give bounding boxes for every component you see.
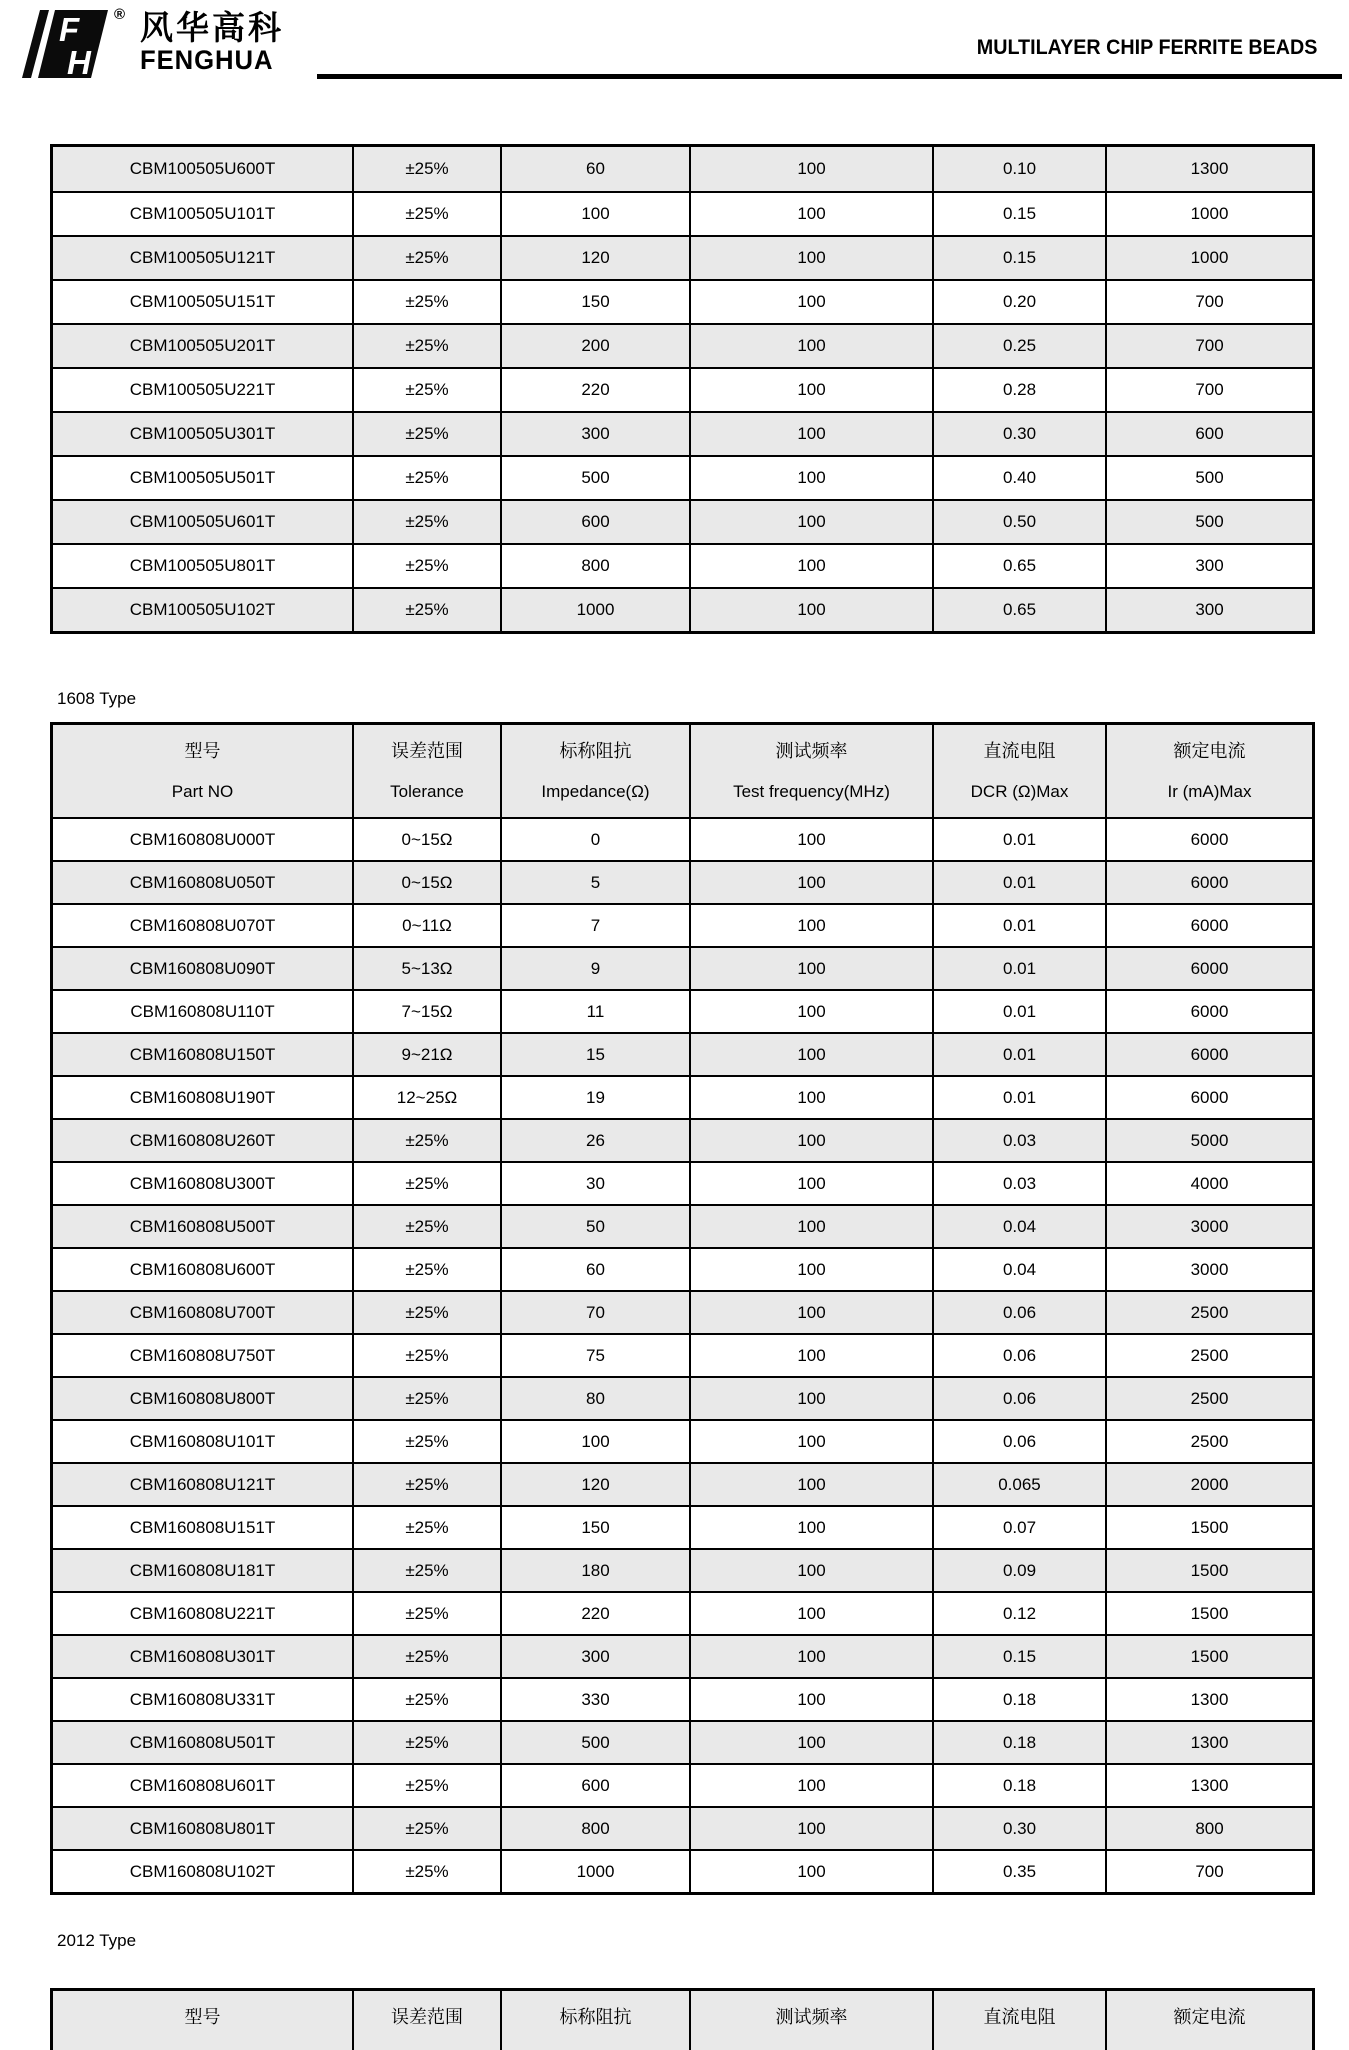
- column-header-cn: 额定电流: [1173, 2007, 1246, 2027]
- tolerance-cell: ±25%: [354, 589, 502, 631]
- part-no-cell: CBM100505U501T: [53, 457, 354, 499]
- column-header: [354, 1991, 502, 2050]
- part-no-cell: CBM160808U801T: [53, 1808, 354, 1849]
- table-row: [53, 989, 1312, 1032]
- tolerance-cell: ±25%: [354, 1292, 502, 1333]
- dcr-cell: 0.06: [934, 1335, 1107, 1376]
- table-row: [53, 1763, 1312, 1806]
- table-row: [53, 499, 1312, 543]
- test-frequency-cell: 100: [691, 1249, 934, 1290]
- table-row: [53, 455, 1312, 499]
- test-frequency-cell: 100: [691, 1679, 934, 1720]
- table-row: [53, 279, 1312, 323]
- rated-current-cell: 6000: [1190, 829, 1229, 849]
- impedance-cell: 60: [502, 1249, 691, 1290]
- dcr-cell: 0.65: [934, 545, 1107, 587]
- dcr-cell: 0.18: [934, 1765, 1107, 1806]
- impedance-cell: 200: [502, 325, 691, 367]
- rated-current-cell: 6000: [1190, 1044, 1229, 1064]
- part-no-cell: CBM160808U221T: [53, 1593, 354, 1634]
- part-no-cell: CBM160808U101T: [53, 1421, 354, 1462]
- table-row: [53, 1290, 1312, 1333]
- table-row: [53, 860, 1312, 903]
- column-header-cn: 误差范围: [391, 741, 463, 761]
- dcr-cell: 0.03: [934, 1163, 1107, 1204]
- test-frequency-cell: 100: [691, 819, 934, 860]
- impedance-cell: 9: [502, 948, 691, 989]
- part-no-cell: CBM160808U600T: [53, 1249, 354, 1290]
- impedance-cell: 7: [502, 905, 691, 946]
- dcr-cell: 0.04: [934, 1249, 1107, 1290]
- impedance-cell: 600: [502, 1765, 691, 1806]
- impedance-cell: 15: [502, 1034, 691, 1075]
- test-frequency-cell: 100: [691, 1550, 934, 1591]
- part-no-cell: CBM160808U110T: [53, 991, 354, 1032]
- tolerance-cell: ±25%: [354, 147, 502, 191]
- impedance-cell: 180: [502, 1550, 691, 1591]
- part-no-cell: CBM100505U600T: [53, 147, 354, 191]
- table-row: [53, 191, 1312, 235]
- brand-text: [140, 8, 284, 74]
- impedance-cell: 5: [502, 862, 691, 903]
- table-row: [53, 1376, 1312, 1419]
- rated-current-cell: 1300: [1190, 159, 1229, 178]
- tolerance-cell: ±25%: [354, 1679, 502, 1720]
- dcr-cell: 0.01: [934, 1077, 1107, 1118]
- table-row: [53, 1548, 1312, 1591]
- header-rule: [317, 74, 1342, 79]
- tolerance-cell: ±25%: [354, 1464, 502, 1505]
- tolerance-cell: ±25%: [354, 281, 502, 323]
- dcr-cell: 0.01: [934, 991, 1107, 1032]
- column-header-cn: 直流电阻: [983, 2007, 1056, 2027]
- fenghua-logo-mark-icon: [18, 8, 110, 78]
- table-row: [53, 1849, 1312, 1892]
- table-row: [53, 1806, 1312, 1849]
- rated-current-cell: 300: [1195, 600, 1224, 619]
- dcr-cell: 0.18: [934, 1722, 1107, 1763]
- rated-current-cell: 1500: [1190, 1603, 1229, 1623]
- tolerance-cell: ±25%: [354, 1335, 502, 1376]
- tolerance-cell: ±25%: [354, 237, 502, 279]
- column-header: [1107, 1991, 1312, 2050]
- type-label-2012: 2012 Type: [57, 1931, 137, 1950]
- rated-current-cell: 1500: [1190, 1517, 1229, 1537]
- part-no-cell: CBM160808U181T: [53, 1550, 354, 1591]
- test-frequency-cell: 100: [691, 1593, 934, 1634]
- impedance-cell: 500: [502, 457, 691, 499]
- registered-trademark-symbol: ®: [114, 6, 126, 23]
- part-no-cell: CBM160808U150T: [53, 1034, 354, 1075]
- dcr-cell: 0.15: [934, 193, 1107, 235]
- tolerance-cell: ±25%: [354, 369, 502, 411]
- parts-table-160808: [50, 722, 1315, 1895]
- table-row: [53, 235, 1312, 279]
- column-header-cn: 标称阻抗: [559, 2007, 632, 2027]
- test-frequency-cell: 100: [691, 501, 934, 543]
- part-no-cell: CBM160808U070T: [53, 905, 354, 946]
- column-header-en: Tolerance: [390, 782, 464, 801]
- rated-current-cell: 5000: [1190, 1130, 1229, 1150]
- test-frequency-cell: 100: [691, 1077, 934, 1118]
- impedance-cell: 70: [502, 1292, 691, 1333]
- tolerance-cell: ±25%: [354, 413, 502, 455]
- test-frequency-cell: 100: [691, 457, 934, 499]
- table-row: [53, 411, 1312, 455]
- impedance-cell: 75: [502, 1335, 691, 1376]
- test-frequency-cell: 100: [691, 325, 934, 367]
- column-header-en: Test frequency(MHz): [733, 782, 890, 801]
- part-no-cell: CBM160808U102T: [53, 1851, 354, 1892]
- impedance-cell: 1000: [502, 589, 691, 631]
- dcr-cell: 0.07: [934, 1507, 1107, 1548]
- column-header-cn: 型号: [184, 741, 221, 761]
- tolerance-cell: ±25%: [354, 1249, 502, 1290]
- tolerance-cell: ±25%: [354, 1765, 502, 1806]
- rated-current-cell: 2500: [1190, 1345, 1229, 1365]
- impedance-cell: 220: [502, 369, 691, 411]
- part-no-cell: CBM100505U201T: [53, 325, 354, 367]
- table-row: [53, 1204, 1312, 1247]
- rated-current-cell: 800: [1195, 1818, 1224, 1838]
- impedance-cell: 300: [502, 413, 691, 455]
- dcr-cell: 0.12: [934, 1593, 1107, 1634]
- impedance-cell: 150: [502, 281, 691, 323]
- type-label-1608: 1608 Type: [57, 689, 137, 708]
- dcr-cell: 0.40: [934, 457, 1107, 499]
- rated-current-cell: 700: [1195, 292, 1224, 311]
- impedance-cell: 330: [502, 1679, 691, 1720]
- column-header: [354, 725, 502, 817]
- impedance-cell: 800: [502, 1808, 691, 1849]
- part-no-cell: CBM100505U601T: [53, 501, 354, 543]
- impedance-cell: 0: [502, 819, 691, 860]
- table-row: [53, 817, 1312, 860]
- tolerance-cell: 5~13Ω: [354, 948, 502, 989]
- test-frequency-cell: 100: [691, 545, 934, 587]
- impedance-cell: 26: [502, 1120, 691, 1161]
- dcr-cell: 0.30: [934, 413, 1107, 455]
- test-frequency-cell: 100: [691, 1808, 934, 1849]
- tolerance-cell: 7~15Ω: [354, 991, 502, 1032]
- impedance-cell: 11: [502, 991, 691, 1032]
- part-no-cell: CBM160808U300T: [53, 1163, 354, 1204]
- rated-current-cell: 3000: [1190, 1259, 1229, 1279]
- test-frequency-cell: 100: [691, 1421, 934, 1462]
- table-row: [53, 147, 1312, 191]
- dcr-cell: 0.065: [934, 1464, 1107, 1505]
- dcr-cell: 0.15: [934, 237, 1107, 279]
- impedance-cell: 300: [502, 1636, 691, 1677]
- table-header-row: [53, 1991, 1312, 2050]
- table-row: [53, 1677, 1312, 1720]
- part-no-cell: CBM100505U151T: [53, 281, 354, 323]
- dcr-cell: 0.10: [934, 147, 1107, 191]
- dcr-cell: 0.01: [934, 948, 1107, 989]
- part-no-cell: CBM100505U101T: [53, 193, 354, 235]
- impedance-cell: 60: [502, 147, 691, 191]
- impedance-cell: 500: [502, 1722, 691, 1763]
- impedance-cell: 150: [502, 1507, 691, 1548]
- part-no-cell: CBM160808U301T: [53, 1636, 354, 1677]
- parts-table-100505: [50, 144, 1315, 634]
- rated-current-cell: 700: [1195, 336, 1224, 355]
- rated-current-cell: 300: [1195, 556, 1224, 575]
- rated-current-cell: 6000: [1190, 958, 1229, 978]
- test-frequency-cell: 100: [691, 1378, 934, 1419]
- part-no-cell: CBM160808U151T: [53, 1507, 354, 1548]
- table-row: [53, 1634, 1312, 1677]
- dcr-cell: 0.35: [934, 1851, 1107, 1892]
- tolerance-cell: ±25%: [354, 1550, 502, 1591]
- tolerance-cell: 12~25Ω: [354, 1077, 502, 1118]
- rated-current-cell: 6000: [1190, 1087, 1229, 1107]
- table-header-row: [53, 725, 1312, 817]
- brand-name-english: FENGHUA: [140, 45, 274, 75]
- rated-current-cell: 2500: [1190, 1431, 1229, 1451]
- test-frequency-cell: 100: [691, 1765, 934, 1806]
- tolerance-cell: ±25%: [354, 1120, 502, 1161]
- rated-current-cell: 4000: [1190, 1173, 1229, 1193]
- test-frequency-cell: 100: [691, 413, 934, 455]
- rated-current-cell: 6000: [1190, 1001, 1229, 1021]
- tolerance-cell: ±25%: [354, 1722, 502, 1763]
- tolerance-cell: ±25%: [354, 1851, 502, 1892]
- tolerance-cell: ±25%: [354, 1163, 502, 1204]
- part-no-cell: CBM160808U331T: [53, 1679, 354, 1720]
- column-header-cn: 型号: [184, 2007, 221, 2027]
- brand-name-chinese: 风华高科: [140, 9, 284, 46]
- document-title: MULTILAYER CHIP FERRITE BEADS: [976, 36, 1317, 59]
- column-header-en: Part NO: [171, 782, 234, 801]
- part-no-cell: CBM160808U050T: [53, 862, 354, 903]
- tolerance-cell: ±25%: [354, 1421, 502, 1462]
- part-no-cell: CBM160808U121T: [53, 1464, 354, 1505]
- tolerance-cell: ±25%: [354, 325, 502, 367]
- test-frequency-cell: 100: [691, 1206, 934, 1247]
- rated-current-cell: 2500: [1190, 1388, 1229, 1408]
- rated-current-cell: 2500: [1190, 1302, 1229, 1322]
- tolerance-cell: ±25%: [354, 501, 502, 543]
- test-frequency-cell: 100: [691, 193, 934, 235]
- part-no-cell: CBM160808U260T: [53, 1120, 354, 1161]
- table-row: [53, 1118, 1312, 1161]
- rated-current-cell: 1300: [1190, 1732, 1229, 1752]
- column-header-cn: 额定电流: [1173, 741, 1246, 761]
- tolerance-cell: ±25%: [354, 1507, 502, 1548]
- impedance-cell: 30: [502, 1163, 691, 1204]
- test-frequency-cell: 100: [691, 991, 934, 1032]
- tolerance-cell: 0~15Ω: [354, 819, 502, 860]
- svg-text:F: F: [59, 11, 80, 48]
- part-no-cell: CBM100505U801T: [53, 545, 354, 587]
- part-no-cell: CBM160808U501T: [53, 1722, 354, 1763]
- dcr-cell: 0.01: [934, 862, 1107, 903]
- test-frequency-cell: 100: [691, 1636, 934, 1677]
- column-header-cn: 误差范围: [391, 2007, 463, 2027]
- part-no-cell: CBM160808U800T: [53, 1378, 354, 1419]
- table-row: [53, 367, 1312, 411]
- dcr-cell: 0.01: [934, 819, 1107, 860]
- tolerance-cell: 0~11Ω: [354, 905, 502, 946]
- column-header-cn: 测试频率: [775, 2007, 848, 2027]
- column-header: [502, 1991, 691, 2050]
- dcr-cell: 0.06: [934, 1292, 1107, 1333]
- impedance-cell: 50: [502, 1206, 691, 1247]
- part-no-cell: CBM100505U301T: [53, 413, 354, 455]
- test-frequency-cell: 100: [691, 1163, 934, 1204]
- test-frequency-cell: 100: [691, 948, 934, 989]
- dcr-cell: 0.18: [934, 1679, 1107, 1720]
- dcr-cell: 0.50: [934, 501, 1107, 543]
- part-no-cell: CBM100505U221T: [53, 369, 354, 411]
- impedance-cell: 100: [502, 193, 691, 235]
- test-frequency-cell: 100: [691, 862, 934, 903]
- impedance-cell: 220: [502, 1593, 691, 1634]
- tolerance-cell: 9~21Ω: [354, 1034, 502, 1075]
- tolerance-cell: ±25%: [354, 1593, 502, 1634]
- rated-current-cell: 500: [1195, 468, 1224, 487]
- test-frequency-cell: 100: [691, 589, 934, 631]
- svg-text:H: H: [67, 44, 91, 78]
- test-frequency-cell: 100: [691, 1464, 934, 1505]
- rated-current-cell: 6000: [1190, 915, 1229, 935]
- table-row: [53, 1419, 1312, 1462]
- rated-current-cell: 1300: [1190, 1689, 1229, 1709]
- column-header-cn: 标称阻抗: [559, 741, 632, 761]
- tolerance-cell: ±25%: [354, 545, 502, 587]
- table-row: [53, 1462, 1312, 1505]
- impedance-cell: 1000: [502, 1851, 691, 1892]
- impedance-cell: 120: [502, 1464, 691, 1505]
- table-row: [53, 903, 1312, 946]
- fenghua-logo: [18, 8, 284, 78]
- impedance-cell: 600: [502, 501, 691, 543]
- table-row: [53, 1247, 1312, 1290]
- column-header: [691, 725, 934, 817]
- test-frequency-cell: 100: [691, 1851, 934, 1892]
- rated-current-cell: 700: [1195, 1861, 1224, 1881]
- rated-current-cell: 1000: [1190, 248, 1229, 267]
- table-row: [53, 323, 1312, 367]
- rated-current-cell: 500: [1195, 512, 1224, 531]
- tolerance-cell: ±25%: [354, 1636, 502, 1677]
- rated-current-cell: 1000: [1190, 204, 1229, 223]
- column-header: [502, 725, 691, 817]
- table-row: [53, 1591, 1312, 1634]
- test-frequency-cell: 100: [691, 147, 934, 191]
- test-frequency-cell: 100: [691, 1507, 934, 1548]
- rated-current-cell: 3000: [1190, 1216, 1229, 1236]
- column-header-en: Impedance(Ω): [541, 782, 650, 801]
- table-row: [53, 1505, 1312, 1548]
- part-no-cell: CBM160808U601T: [53, 1765, 354, 1806]
- dcr-cell: 0.03: [934, 1120, 1107, 1161]
- column-header: [934, 725, 1107, 817]
- dcr-cell: 0.30: [934, 1808, 1107, 1849]
- table-row: [53, 1720, 1312, 1763]
- dcr-cell: 0.01: [934, 1034, 1107, 1075]
- test-frequency-cell: 100: [691, 1034, 934, 1075]
- rated-current-cell: 6000: [1190, 872, 1229, 892]
- test-frequency-cell: 100: [691, 1722, 934, 1763]
- dcr-cell: 0.20: [934, 281, 1107, 323]
- part-no-cell: CBM100505U121T: [53, 237, 354, 279]
- rated-current-cell: 2000: [1190, 1474, 1229, 1494]
- part-no-cell: CBM160808U000T: [53, 819, 354, 860]
- rated-current-cell: 700: [1195, 380, 1224, 399]
- impedance-cell: 80: [502, 1378, 691, 1419]
- column-header-en: Ir (mA)Max: [1167, 782, 1252, 801]
- part-no-cell: CBM160808U500T: [53, 1206, 354, 1247]
- tolerance-cell: ±25%: [354, 457, 502, 499]
- dcr-cell: 0.04: [934, 1206, 1107, 1247]
- rated-current-cell: 600: [1195, 424, 1224, 443]
- table-row: [53, 1032, 1312, 1075]
- part-no-cell: CBM160808U700T: [53, 1292, 354, 1333]
- test-frequency-cell: 100: [691, 1335, 934, 1376]
- part-no-cell: CBM100505U102T: [53, 589, 354, 631]
- parts-table-2012: [50, 1988, 1315, 2050]
- dcr-cell: 0.28: [934, 369, 1107, 411]
- table-row: [53, 1075, 1312, 1118]
- part-no-cell: CBM160808U090T: [53, 948, 354, 989]
- test-frequency-cell: 100: [691, 369, 934, 411]
- table-row: [53, 1333, 1312, 1376]
- column-header: [934, 1991, 1107, 2050]
- rated-current-cell: 1300: [1190, 1775, 1229, 1795]
- impedance-cell: 800: [502, 545, 691, 587]
- rated-current-cell: 1500: [1190, 1560, 1229, 1580]
- tolerance-cell: ±25%: [354, 1378, 502, 1419]
- tolerance-cell: 0~15Ω: [354, 862, 502, 903]
- test-frequency-cell: 100: [691, 905, 934, 946]
- table-row: [53, 946, 1312, 989]
- impedance-cell: 100: [502, 1421, 691, 1462]
- tolerance-cell: ±25%: [354, 1206, 502, 1247]
- tolerance-cell: ±25%: [354, 193, 502, 235]
- tolerance-cell: ±25%: [354, 1808, 502, 1849]
- dcr-cell: 0.06: [934, 1378, 1107, 1419]
- column-header-en: DCR (Ω)Max: [970, 782, 1069, 801]
- column-header-cn: 测试频率: [775, 741, 848, 761]
- test-frequency-cell: 100: [691, 281, 934, 323]
- column-header: [53, 1991, 354, 2050]
- test-frequency-cell: 100: [691, 1292, 934, 1333]
- rated-current-cell: 1500: [1190, 1646, 1229, 1666]
- impedance-cell: 19: [502, 1077, 691, 1118]
- column-header: [53, 725, 354, 817]
- test-frequency-cell: 100: [691, 1120, 934, 1161]
- dcr-cell: 0.01: [934, 905, 1107, 946]
- dcr-cell: 0.09: [934, 1550, 1107, 1591]
- column-header: [691, 1991, 934, 2050]
- part-no-cell: CBM160808U750T: [53, 1335, 354, 1376]
- test-frequency-cell: 100: [691, 237, 934, 279]
- dcr-cell: 0.06: [934, 1421, 1107, 1462]
- table-row: [53, 543, 1312, 587]
- dcr-cell: 0.65: [934, 589, 1107, 631]
- part-no-cell: CBM160808U190T: [53, 1077, 354, 1118]
- dcr-cell: 0.25: [934, 325, 1107, 367]
- table-row: [53, 1161, 1312, 1204]
- impedance-cell: 120: [502, 237, 691, 279]
- column-header: [1107, 725, 1312, 817]
- dcr-cell: 0.15: [934, 1636, 1107, 1677]
- column-header-cn: 直流电阻: [983, 741, 1056, 761]
- table-row: [53, 587, 1312, 631]
